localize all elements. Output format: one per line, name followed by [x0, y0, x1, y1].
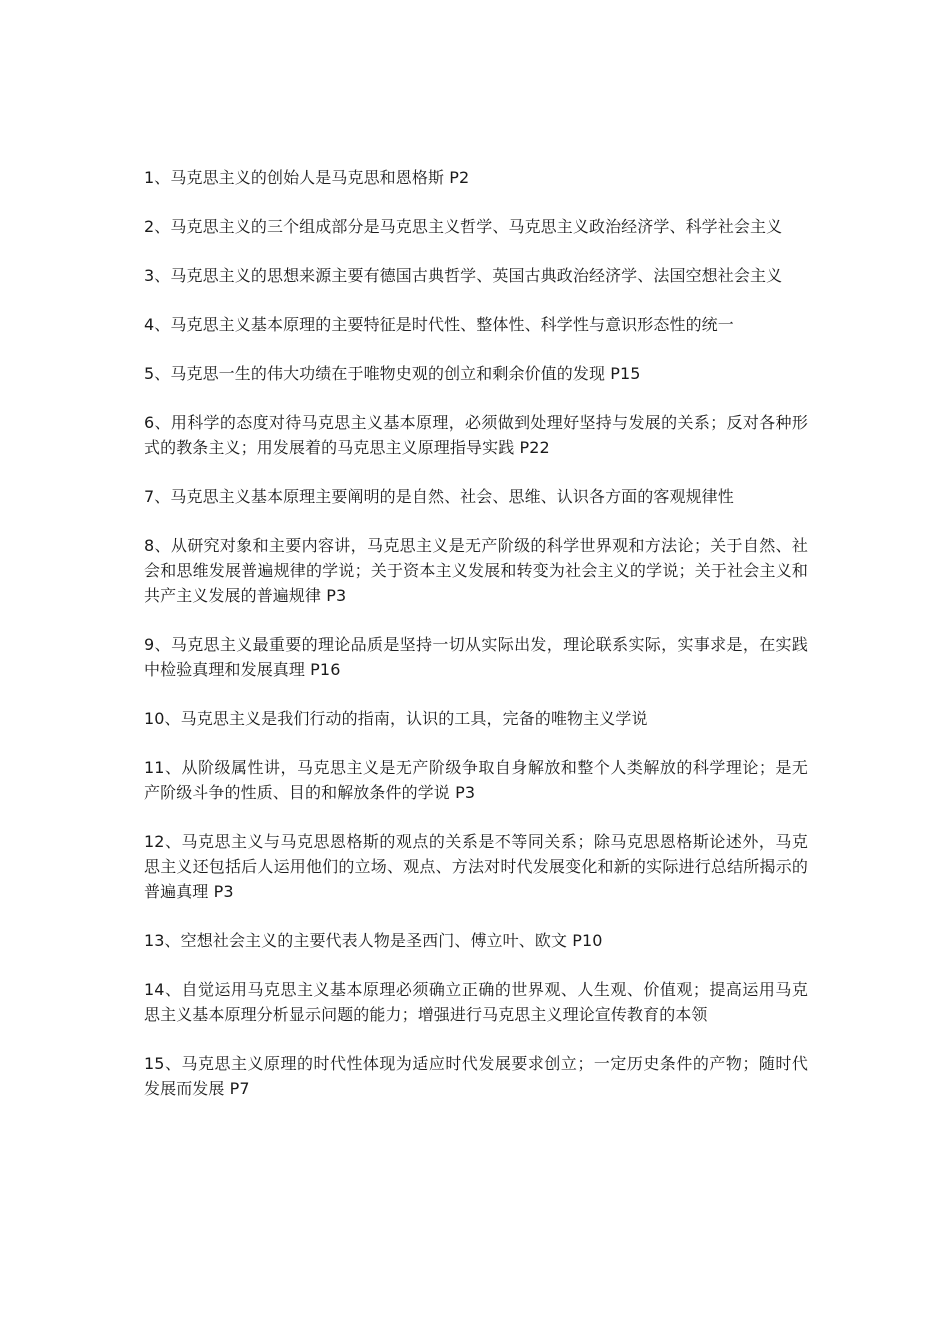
list-item: 11、从阶级属性讲，马克思主义是无产阶级争取自身解放和整个人类解放的科学理论；是无产阶级斗争的性质、目的和解放条件的学说 P3 — [144, 758, 808, 802]
list-item: 12、马克思主义与马克思恩格斯的观点的关系是不等同关系；除马克思恩格斯论述外，马克思主义还包括后人运用他们的立场、观点、方法对时代发展变化和新的实际进行总结所揭示的普遍真理 P3 — [144, 832, 808, 901]
list-item: 15、马克思主义原理的时代性体现为适应时代发展要求创立；一定历史条件的产物；随时代发展而发展 P7 — [144, 1054, 808, 1098]
list-item: 13、空想社会主义的主要代表人物是圣西门、傅立叶、欧文 P10 — [144, 931, 603, 950]
list-item: 5、马克思一生的伟大功绩在于唯物史观的创立和剩余价值的发现 P15 — [144, 364, 641, 383]
list-item: 6、用科学的态度对待马克思主义基本原理，必须做到处理好坚持与发展的关系；反对各种形式的教条主义；用发展着的马克思主义原理指导实践 P22 — [144, 413, 808, 457]
list-item: 14、自觉运用马克思主义基本原理必须确立正确的世界观、人生观、价值观；提高运用马克思主义基本原理分析显示问题的能力；增强进行马克思主义理论宣传教育的本领 — [144, 980, 808, 1024]
list-item: 7、马克思主义基本原理主要阐明的是自然、社会、思维、认识各方面的客观规律性 — [144, 487, 734, 506]
question-list — [144, 165, 808, 1125]
list-item: 8、从研究对象和主要内容讲，马克思主义是无产阶级的科学世界观和方法论；关于自然、社会和思维发展普遍规律的学说；关于资本主义发展和转变为社会主义的学说；关于社会主义和共产主义发展的普遍规律 P3 — [144, 536, 808, 605]
list-item: 9、马克思主义最重要的理论品质是坚持一切从实际出发，理论联系实际，实事求是，在实践中检验真理和发展真理 P16 — [144, 635, 808, 679]
list-item: 4、马克思主义基本原理的主要特征是时代性、整体性、科学性与意识形态性的统一 — [144, 315, 734, 334]
list-item: 10、马克思主义是我们行动的指南，认识的工具，完备的唯物主义学说 — [144, 709, 648, 728]
list-item: 1、马克思主义的创始人是马克思和恩格斯 P2 — [144, 168, 470, 187]
list-item: 3、马克思主义的思想来源主要有德国古典哲学、英国古典政治经济学、法国空想社会主义 — [144, 266, 783, 285]
list-item: 2、马克思主义的三个组成部分是马克思主义哲学、马克思主义政治经济学、科学社会主义 — [144, 217, 783, 236]
